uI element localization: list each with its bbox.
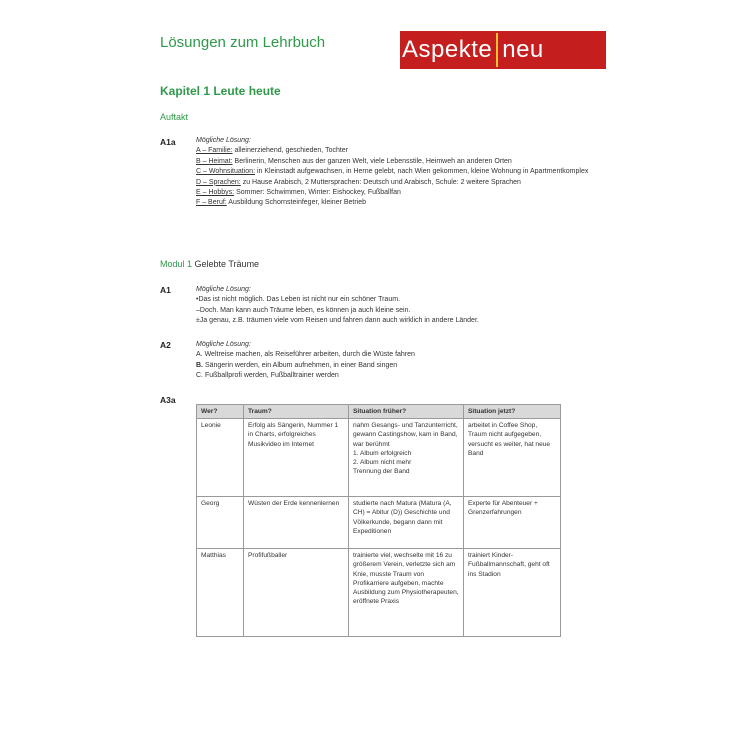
table-cell: Experte für Abenteuer + Grenzerfahrungen <box>464 497 561 549</box>
exercise-label-a1: A1 <box>160 285 171 295</box>
table-cell: studierte nach Matura (Matura (A, CH) = Abitur (D)) Geschichte und Völkerkunde, begann dann mit Expeditionen <box>349 497 464 549</box>
table-row <box>197 419 561 497</box>
table-cell: Leonie <box>197 419 244 497</box>
logo-text-left: Aspekte <box>402 36 493 63</box>
dream-comparison-table <box>196 404 561 637</box>
column-header-traum: Traum? <box>244 405 349 419</box>
section-heading-modul-1: Modul 1 Gelebte Träume <box>160 259 260 269</box>
section-heading-auftakt: Auftakt <box>160 112 189 122</box>
column-header-situation-frueher: Situation früher? <box>349 405 464 419</box>
list-item: –Doch. Man kann auch Träume leben, es können ja auch kleine sein. <box>196 306 411 314</box>
chapter-title: Kapitel 1 Leute heute <box>160 84 281 98</box>
list-item: D – Sprachen: zu Hause Arabisch, 2 Muttersprachen: Deutsch und Arabisch, Schule: 2 weitere Sprachen <box>196 178 521 186</box>
list-item: •Das ist nicht möglich. Das Leben ist nicht nur ein schöner Traum. <box>196 296 400 304</box>
document-title: Lösungen zum Lehrbuch <box>160 34 326 51</box>
logo-divider <box>496 33 498 67</box>
list-item: A. Weltreise machen, als Reiseführer arbeiten, durch die Wüste fahren <box>196 351 415 359</box>
table-row <box>197 549 561 637</box>
list-item: C. Fußballprofi werden, Fußballtrainer werden <box>196 372 339 380</box>
column-header-wer: Wer? <box>197 405 244 419</box>
list-item: C – Wohnsituation: in Kleinstadt aufgewachsen, in Herne gelebt, nach Wien gekommen, kleine Wohnung in Apartmentkomplex <box>196 168 589 176</box>
list-item: E – Hobbys: Sommer: Schwimmen, Winter: Eishockey, Fußballfan <box>196 189 401 197</box>
table-cell: Profifußballer <box>244 549 349 637</box>
table-cell: Georg <box>197 497 244 549</box>
solution-intro: Mögliche Lösung: <box>196 137 251 144</box>
table-header-row <box>197 405 561 419</box>
solution-intro: Mögliche Lösung: <box>196 341 251 348</box>
table-cell: Wüsten der Erde kennenlernen <box>244 497 349 549</box>
solution-intro: Mögliche Lösung: <box>196 286 251 293</box>
table-cell: trainierte viel, wechselte mit 16 zu größerem Verein, verletzte sich am Knie, musste Traum von Profikarriere aufgeben, machte Ausbildung zum Physiotherapeuten, eröffnete Praxis <box>349 549 464 637</box>
exercise-label-a2: A2 <box>160 340 171 350</box>
list-item: A – Familie: alleinerziehend, geschieden, Tochter <box>196 147 349 155</box>
table-cell: Matthias <box>197 549 244 637</box>
table-row <box>197 497 561 549</box>
column-header-situation-jetzt: Situation jetzt? <box>464 405 561 419</box>
list-item: B – Heimat: Berlinerin, Menschen aus der ganzen Welt, viele Lebensstile, Heimweh an anderen Orten <box>196 157 512 165</box>
list-item: B. Sängerin werden, ein Album aufnehmen, in einer Band singen <box>196 361 398 369</box>
exercise-label-a1a: A1a <box>160 137 176 147</box>
aspekte-neu-logo <box>400 31 606 69</box>
table-cell: trainiert Kinder-Fußballmannschaft, geht oft ins Stadion <box>464 549 561 637</box>
exercise-label-a3a: A3a <box>160 395 176 405</box>
list-item: F – Beruf: Ausbildung Schornsteinfeger, kleiner Betrieb <box>196 199 367 207</box>
table-cell: Erfolg als Sängerin, Nummer 1 in Charts, erfolgreiches Musikvideo im Internet <box>244 419 349 497</box>
exercise-a2-solution <box>196 340 596 382</box>
logo-text-right: neu <box>502 36 544 63</box>
list-item: ±Ja genau, z.B. träumen viele vom Reisen und fahren dann auch wirklich in andere Länder. <box>196 317 479 325</box>
table-cell: nahm Gesangs- und Tanzunterricht, gewann Castingshow, kam in Band, war berühmt 1. Album erfolgreich 2. Album nicht mehr Trennung der Band <box>349 419 464 497</box>
exercise-a1a-solution <box>196 136 596 209</box>
exercise-a1-solution <box>196 285 596 327</box>
table-cell: arbeitet in Coffee Shop, Traum nicht aufgegeben, versucht es weiter, hat neue Band <box>464 419 561 497</box>
